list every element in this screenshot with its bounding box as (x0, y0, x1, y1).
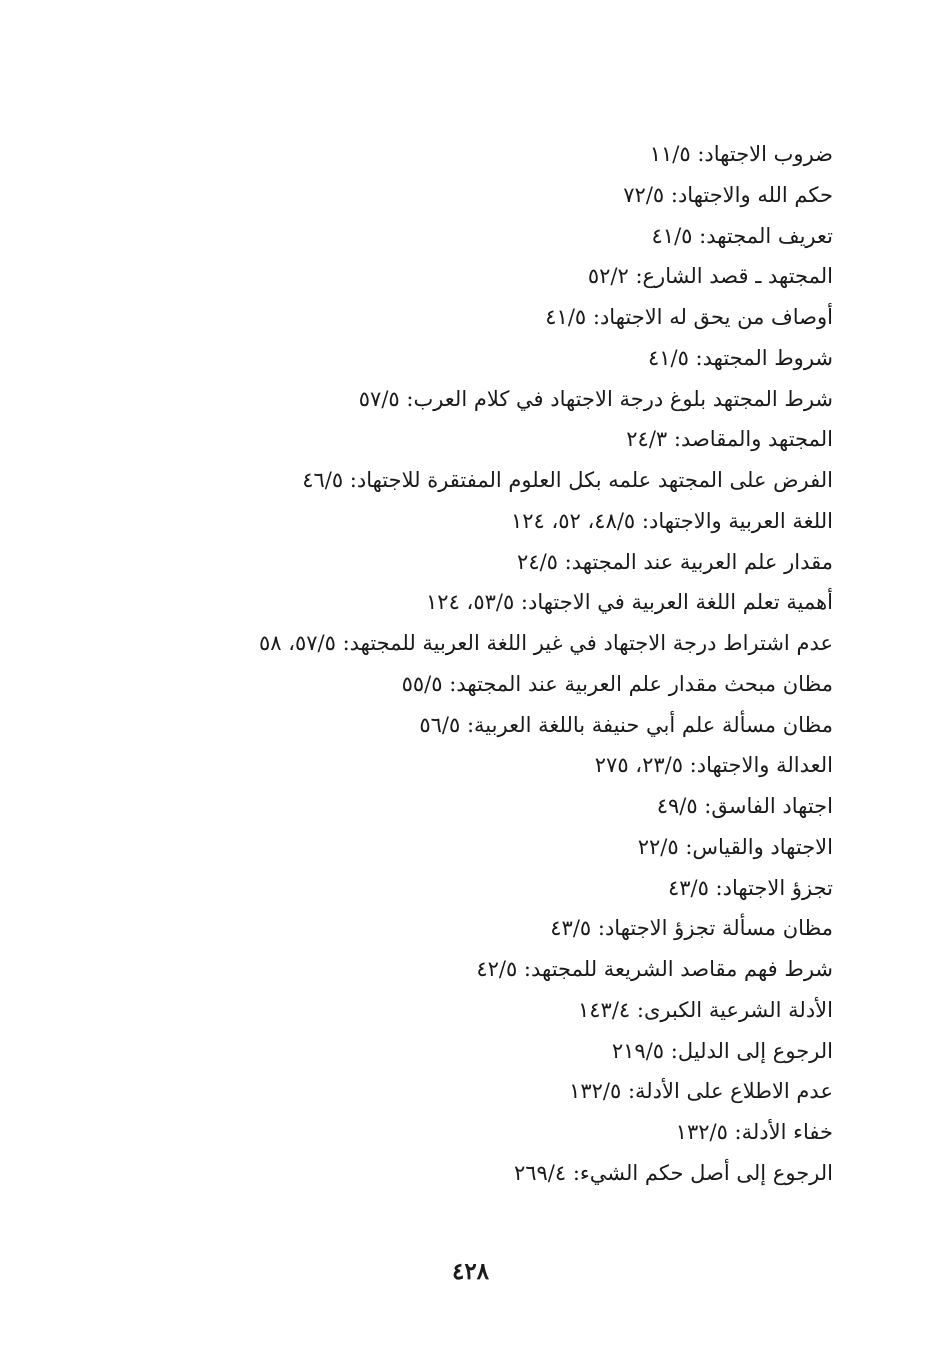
index-entry: اجتهاد الفاسق: ٤٩/٥ (656, 794, 833, 818)
index-entry: شرط فهم مقاصد الشريعة للمجتهد: ٤٢/٥ (476, 957, 833, 981)
index-entry: الفرض على المجتهد علمه بكل العلوم المفتقرة للاجتهاد: ٤٦/٥ (302, 468, 833, 492)
index-entry: شروط المجتهد: ٤١/٥ (647, 345, 833, 370)
index-entry: شرط المجتهد بلوغ درجة الاجتهاد في كلام العرب: ٥٧/٥ (358, 386, 833, 411)
index-list (213, 134, 833, 1194)
index-entry: عدم الاطلاع على الأدلة: ١٣٢/٥ (569, 1079, 833, 1104)
page-number: ٤٢٨ (451, 1258, 490, 1285)
index-entry: ضروب الاجتهاد: ١١/٥ (649, 142, 833, 166)
index-entry: خفاء الأدلة: ١٣٢/٥ (675, 1120, 833, 1144)
index-entry: مظان مبحث مقدار علم العربية عند المجتهد: ٥٥/٥ (401, 671, 833, 696)
index-entry: الأدلة الشرعية الكبرى: ١٤٣/٤ (578, 997, 833, 1022)
index-entry: الرجوع إلى أصل حكم الشيء: ٢٦٩/٤ (513, 1160, 833, 1185)
index-entry: تجزؤ الاجتهاد: ٤٣/٥ (667, 875, 833, 900)
index-entry: مظان مسألة تجزؤ الاجتهاد: ٤٣/٥ (550, 916, 833, 941)
index-entry: العدالة والاجتهاد: ٢٣/٥، ٢٧٥ (594, 753, 833, 778)
index-entry: الرجوع إلى الدليل: ٢١٩/٥ (611, 1038, 833, 1063)
index-entry: المجتهد ـ قصد الشارع: ٥٢/٢ (587, 264, 833, 289)
index-entry: المجتهد والمقاصد: ٢٤/٣ (626, 427, 833, 452)
index-entry: أهمية تعلم اللغة العربية في الاجتهاد: ٥٣/٥، ١٢٤ (426, 590, 833, 615)
index-entry: أوصاف من يحق له الاجتهاد: ٤١/٥ (545, 305, 833, 329)
index-entry: حكم الله والاجتهاد: ٧٢/٥ (623, 182, 833, 207)
index-entry: الاجتهاد والقياس: ٢٢/٥ (637, 834, 833, 859)
index-entry: اللغة العربية والاجتهاد: ٤٨/٥، ٥٢، ١٢٤ (510, 508, 833, 533)
index-entry: تعريف المجتهد: ٤١/٥ (651, 223, 833, 248)
index-entry: مقدار علم العربية عند المجتهد: ٢٤/٥ (517, 549, 833, 574)
index-entry: مظان مسألة علم أبي حنيفة باللغة العربية: ٥٦/٥ (419, 712, 833, 737)
index-entry: عدم اشتراط درجة الاجتهاد في غير اللغة العربية للمجتهد: ٥٧/٥، ٥٨ (258, 631, 833, 655)
